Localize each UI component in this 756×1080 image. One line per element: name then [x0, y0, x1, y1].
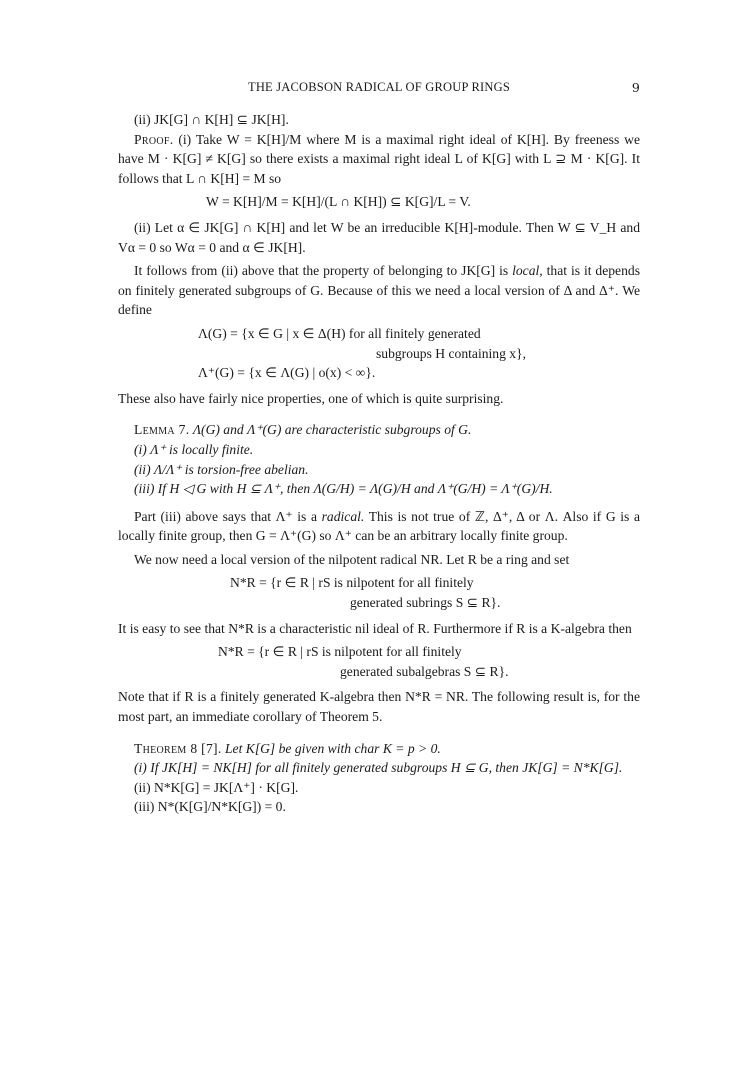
- theorem-item-ii: (ii) N*K[G] = JK[Λ⁺] · K[G].: [134, 779, 299, 795]
- nstar-definition: [118, 573, 640, 612]
- nstar-algebra-definition: [118, 642, 640, 681]
- lemma-item-iii: (iii) If H ◁ G with H ⊆ Λ⁺, then Λ(G/H) = Λ(G)/H and Λ⁺(G/H) = Λ⁺(G)/H.: [134, 481, 553, 497]
- theorem-8: [118, 739, 640, 759]
- theorem-item-i: (i) If JK[H] = NK[H] for all finitely generated subgroups H ⊆ G, then JK[G] = N*K[G].: [134, 760, 623, 776]
- page-number: 9: [631, 80, 640, 95]
- lemma-item-i: (i) Λ⁺ is locally finite.: [134, 441, 254, 457]
- def-nstar-alg-line-1: N*R = {r ∈ R | rS is nilpotent for all finitely: [218, 644, 462, 660]
- running-title: THE JACOBSON RADICAL OF GROUP RINGS: [247, 80, 510, 94]
- local-term: local,: [512, 263, 543, 279]
- def-lambda-plus: Λ⁺(G) = {x ∈ Λ(G) | o(x) < ∞}.: [198, 365, 376, 381]
- lambda-definitions: [118, 324, 640, 383]
- equation-W: W = K[H]/M = K[H]/(L ∩ K[H]) ⊆ K[G]/L = V.: [206, 194, 471, 210]
- def-nstar-line-2: generated subrings S ⊆ R}.: [350, 595, 501, 611]
- local-paragraph: [118, 261, 640, 320]
- lemma-label: Lemma 7.: [134, 422, 190, 438]
- theorem-label: Theorem 8 [7].: [134, 740, 222, 756]
- part-iii-text-2: This is not true of ℤ, Δ⁺, Δ or Λ. Also if G is a locally finite group, then G = Λ⁺(G) so Λ⁺ can be an arbitrary locally finite group.: [118, 508, 640, 544]
- nstar-characteristic: It is easy to see that N*R is a characteristic nil ideal of R. Furthermore if R is a K-algebra then: [118, 620, 632, 636]
- proof-i-text: (i) Take W = K[H]/M where M is a maximal right ideal of K[H]. By freeness we have M · K[G] ≠ K[G] so there exists a maximal right ideal L of K[G] with L ⊇ M · K[G]. It follows that L ∩ K[H] = M so: [118, 131, 640, 186]
- theorem-item-iii: (iii) N*(K[G]/N*K[G]) = 0.: [134, 799, 286, 815]
- proof-ii: (ii) Let α ∈ JK[G] ∩ K[H] and let W be an irreducible K[H]-module. Then W ⊆ V_H and Vα = 0 so Wα = 0 and α ∈ JK[H].: [118, 219, 640, 255]
- def-nstar-line-1: N*R = {r ∈ R | rS is nilpotent for all finitely: [230, 575, 474, 591]
- proof-paragraph: [118, 130, 640, 189]
- page-body: [118, 110, 640, 817]
- def-lambda-line-2: subgroups H containing x},: [376, 345, 527, 361]
- lemma-item-ii: (ii) Λ/Λ⁺ is torsion-free abelian.: [134, 461, 309, 477]
- radical-term: radical.: [321, 508, 365, 524]
- nil-radical-intro: We now need a local version of the nilpotent radical NR. Let R be a ring and set: [134, 551, 570, 567]
- lemma-7: [118, 420, 640, 440]
- proof-label: Proof.: [134, 131, 174, 147]
- claim-ii: (ii) JK[G] ∩ K[H] ⊆ JK[H].: [134, 112, 289, 127]
- part-iii-text-1: Part (iii) above says that Λ⁺ is a: [134, 508, 318, 524]
- def-nstar-alg-line-2: generated subalgebras S ⊆ R}.: [340, 663, 509, 679]
- note-finitely-generated: Note that if R is a finitely generated K-algebra then N*R = NR. The following result is, for the most part, an immediate corollary of Theorem 5.: [118, 689, 640, 725]
- local-text-1: It follows from (ii) above that the property of belonging to JK[G] is: [134, 263, 509, 279]
- local-text-2: that is it depends on finitely generated subgroups of G. Because of this we need a local version of Δ and Δ⁺. We define: [118, 263, 640, 318]
- part-iii-paragraph: [118, 507, 640, 546]
- nice-properties: These also have fairly nice properties, one of which is quite surprising.: [118, 390, 504, 406]
- theorem-statement: Let K[G] be given with char K = p > 0.: [224, 740, 441, 756]
- lemma-statement: Λ(G) and Λ⁺(G) are characteristic subgroups of G.: [192, 422, 472, 438]
- def-lambda-line-1: Λ(G) = {x ∈ G | x ∈ Δ(H) for all finitely generated: [198, 325, 481, 341]
